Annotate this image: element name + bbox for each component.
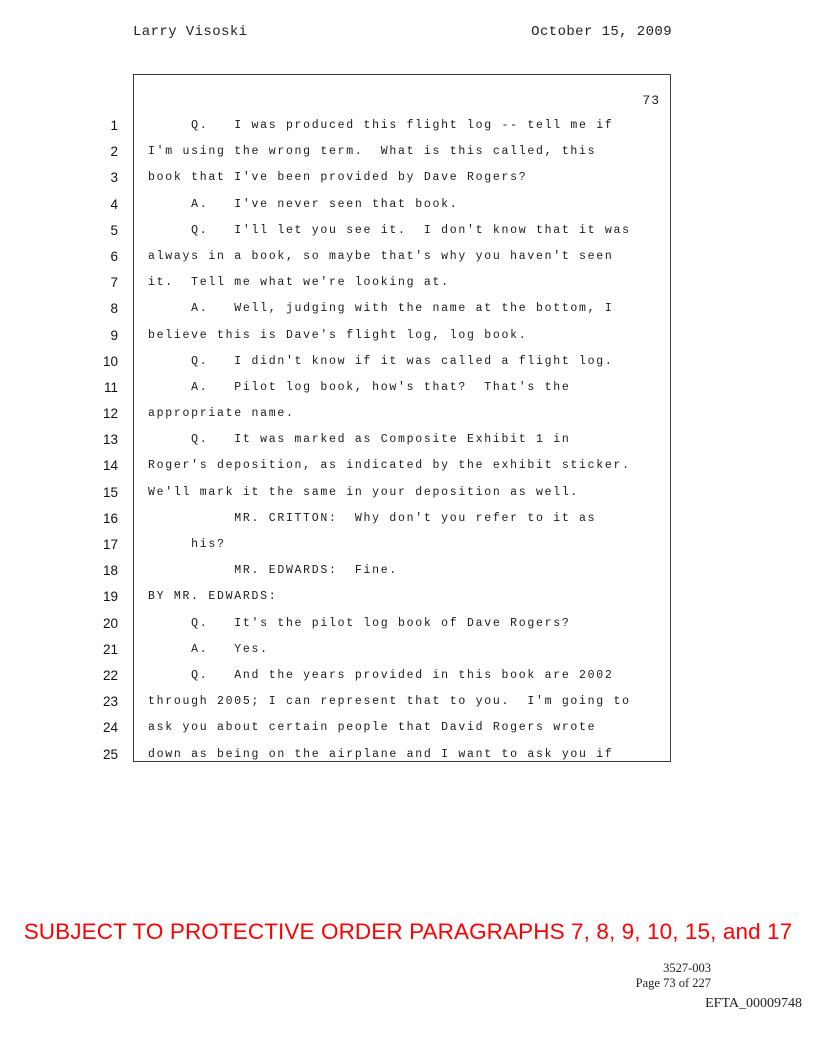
- line-text: appropriate name.: [148, 407, 295, 421]
- line-text: believe this is Dave's flight log, log book.: [148, 328, 528, 342]
- line-number: 13: [102, 432, 118, 448]
- line-text: his?: [148, 538, 226, 551]
- line-text: MR. EDWARDS: Fine.: [148, 564, 399, 578]
- line-number: 24: [102, 720, 118, 736]
- line-text: I'm using the wrong term. What is this called, this: [148, 145, 597, 159]
- line-text: it. Tell me what we're looking at.: [148, 276, 450, 290]
- line-number: 1: [110, 118, 118, 133]
- line-text: Q. I didn't know if it was called a flight log.: [148, 354, 614, 368]
- transcript-line: [102, 584, 670, 610]
- transcript-line: [110, 113, 670, 139]
- line-number: 11: [103, 379, 118, 395]
- transcript-line: [102, 611, 670, 637]
- line-number: 15: [102, 484, 118, 500]
- deponent-name: Larry Visoski: [133, 24, 248, 40]
- line-text: A. I've never seen that book.: [148, 197, 459, 211]
- transcript-line: [110, 165, 670, 191]
- transcript-line: [110, 296, 670, 322]
- line-number: 8: [110, 301, 118, 317]
- line-text: Roger's deposition, as indicated by the exhibit sticker.: [148, 459, 631, 473]
- line-number: 21: [102, 641, 118, 657]
- line-number: 12: [102, 406, 118, 422]
- line-text: always in a book, so maybe that's why you haven't seen: [148, 249, 614, 263]
- transcript-line: [110, 323, 670, 349]
- transcript-lines: [102, 113, 670, 768]
- transcript-line: [102, 715, 670, 741]
- transcript-line: [102, 506, 670, 532]
- transcript-line: [102, 349, 670, 375]
- transcript-line: [102, 663, 670, 689]
- transcript-line: [102, 453, 670, 479]
- line-text: Q. It was marked as Composite Exhibit 1 in: [148, 433, 571, 447]
- transcript-line: [102, 742, 670, 768]
- line-text: Q. And the years provided in this book are 2002: [148, 668, 614, 682]
- deposition-date: October 15, 2009: [531, 24, 672, 40]
- transcript-line: [110, 218, 670, 244]
- transcript-frame: [102, 74, 671, 762]
- transcript-line: [102, 480, 670, 506]
- line-number: 23: [102, 694, 118, 710]
- transcript-page-number: 73: [642, 93, 660, 108]
- transcript-line: [110, 270, 670, 296]
- line-text: A. Yes.: [148, 642, 269, 656]
- transcript-line: [102, 689, 670, 715]
- line-text: We'll mark it the same in your deposition as well.: [148, 485, 580, 499]
- line-text: ask you about certain people that David Rogers wrote: [148, 721, 597, 735]
- line-number: 18: [102, 563, 118, 579]
- transcript-line: [103, 375, 670, 401]
- line-text: A. Well, judging with the name at the bottom, I: [148, 302, 614, 316]
- transcript-line: [102, 427, 670, 453]
- line-text: down as being on the airplane and I want to ask you if: [148, 747, 614, 761]
- line-number: 4: [110, 196, 118, 212]
- line-number: 3: [110, 170, 118, 186]
- line-number: 9: [110, 327, 118, 343]
- line-text: Q. It's the pilot log book of Dave Rogers?: [148, 616, 571, 630]
- line-number: 2: [110, 144, 118, 160]
- transcript-line: [110, 139, 670, 165]
- line-text: Q. I was produced this flight log -- tell me if: [148, 119, 614, 132]
- line-number: 22: [102, 667, 118, 683]
- transcript-line: [110, 192, 670, 218]
- transcript-line: [110, 244, 670, 270]
- transcript-line: [102, 532, 670, 558]
- line-number: 19: [102, 589, 118, 605]
- bates-number: EFTA_00009748: [705, 996, 802, 1011]
- protective-order-notice: SUBJECT TO PROTECTIVE ORDER PARAGRAPHS 7, 8, 9, 10, 15, and 17: [23, 919, 793, 944]
- line-number: 14: [102, 458, 118, 474]
- line-text: through 2005; I can represent that to you. I'm going to: [148, 695, 631, 709]
- line-number: 25: [102, 746, 118, 762]
- line-number: 20: [102, 615, 118, 631]
- line-text: BY MR. EDWARDS:: [148, 590, 278, 604]
- line-text: MR. CRITTON: Why don't you refer to it as: [148, 511, 597, 525]
- line-text: Q. I'll let you see it. I don't know that it was: [148, 223, 631, 237]
- line-number: 6: [110, 248, 118, 264]
- line-number: 7: [110, 275, 118, 291]
- line-text: book that I've been provided by Dave Rogers?: [148, 171, 528, 185]
- line-number: 17: [102, 537, 118, 552]
- transcript-line: [102, 401, 670, 427]
- line-number: 10: [102, 353, 118, 369]
- page-of-total: Page 73 of 227: [635, 976, 711, 990]
- line-text: A. Pilot log book, how's that? That's the: [148, 380, 571, 394]
- line-number: 5: [110, 222, 118, 238]
- job-code: 3527-003: [663, 961, 711, 975]
- transcript-line: [102, 558, 670, 584]
- line-number: 16: [102, 510, 118, 526]
- transcript-line: [102, 637, 670, 663]
